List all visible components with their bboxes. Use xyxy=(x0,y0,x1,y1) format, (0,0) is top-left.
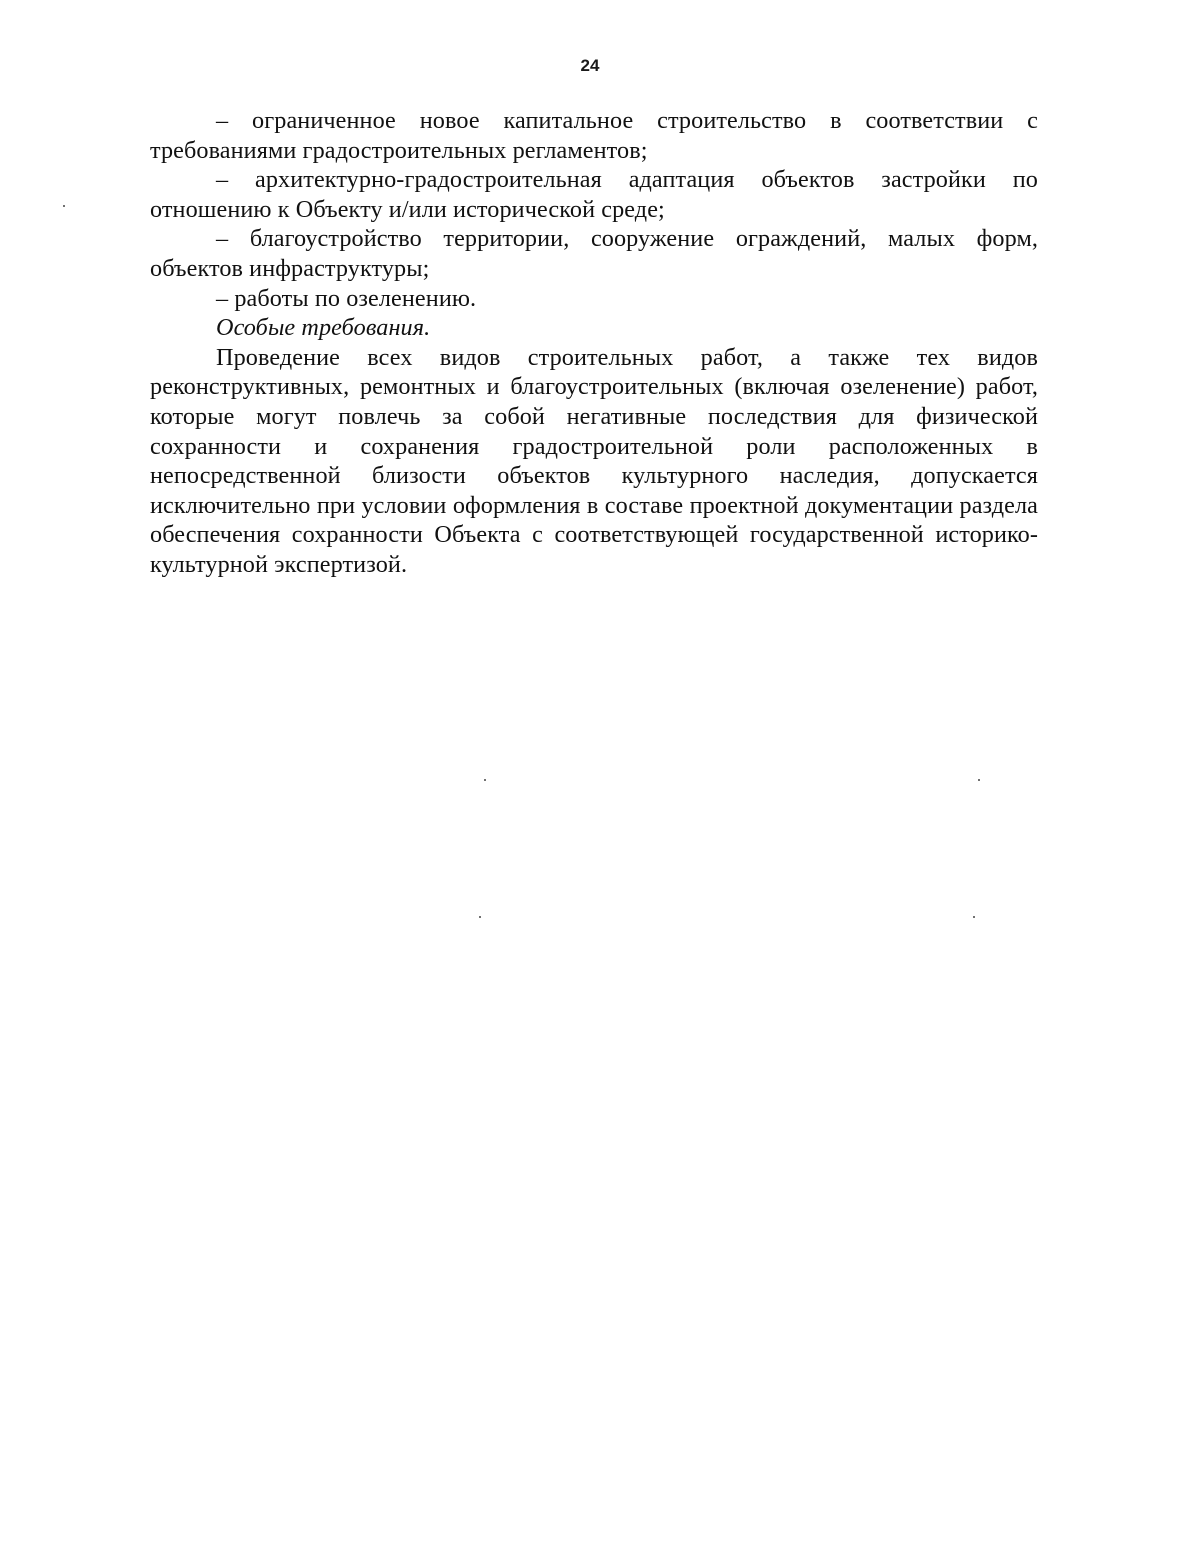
list-item-capital-construction: – ограниченное новое капитальное строительство в соответствии с требованиями градостроительных регламентов; xyxy=(150,107,1038,164)
section-heading-special-requirements: Особые требования. xyxy=(216,314,431,342)
document-body xyxy=(150,106,1038,580)
list-item-greening-works: – работы по озеленению. xyxy=(216,284,477,312)
scan-artifact-dot xyxy=(479,916,481,918)
list-item-architectural-adaptation: – архитектурно-градостроительная адаптация объектов застройки по отношению к Объекту и/или исторической среде; xyxy=(150,166,1038,223)
scan-artifact-dot xyxy=(63,205,65,207)
scan-artifact-dot xyxy=(978,779,980,781)
scan-artifact-dot xyxy=(973,916,975,918)
paragraph-construction-conditions: Проведение всех видов строительных работ, а также тех видов реконструктивных, ремонтных и благоустроительных (включая озеленение) работ, которые могут повлечь за собой негативные последствия для физической сохранности и сохранения градостроительной роли расположенных в непосредственной близости объектов культурного наследия, допускается исключительно при условии оформления в составе проектной документации раздела обеспечения сохранности Объекта с соответствующей государственной историко-культурной экспертизой. xyxy=(150,343,1038,578)
page-number: 24 xyxy=(580,56,600,75)
scan-artifact-dot xyxy=(484,779,486,781)
list-item-landscaping-fences: – благоустройство территории, сооружение ограждений, малых форм, объектов инфраструктуры; xyxy=(150,225,1038,282)
